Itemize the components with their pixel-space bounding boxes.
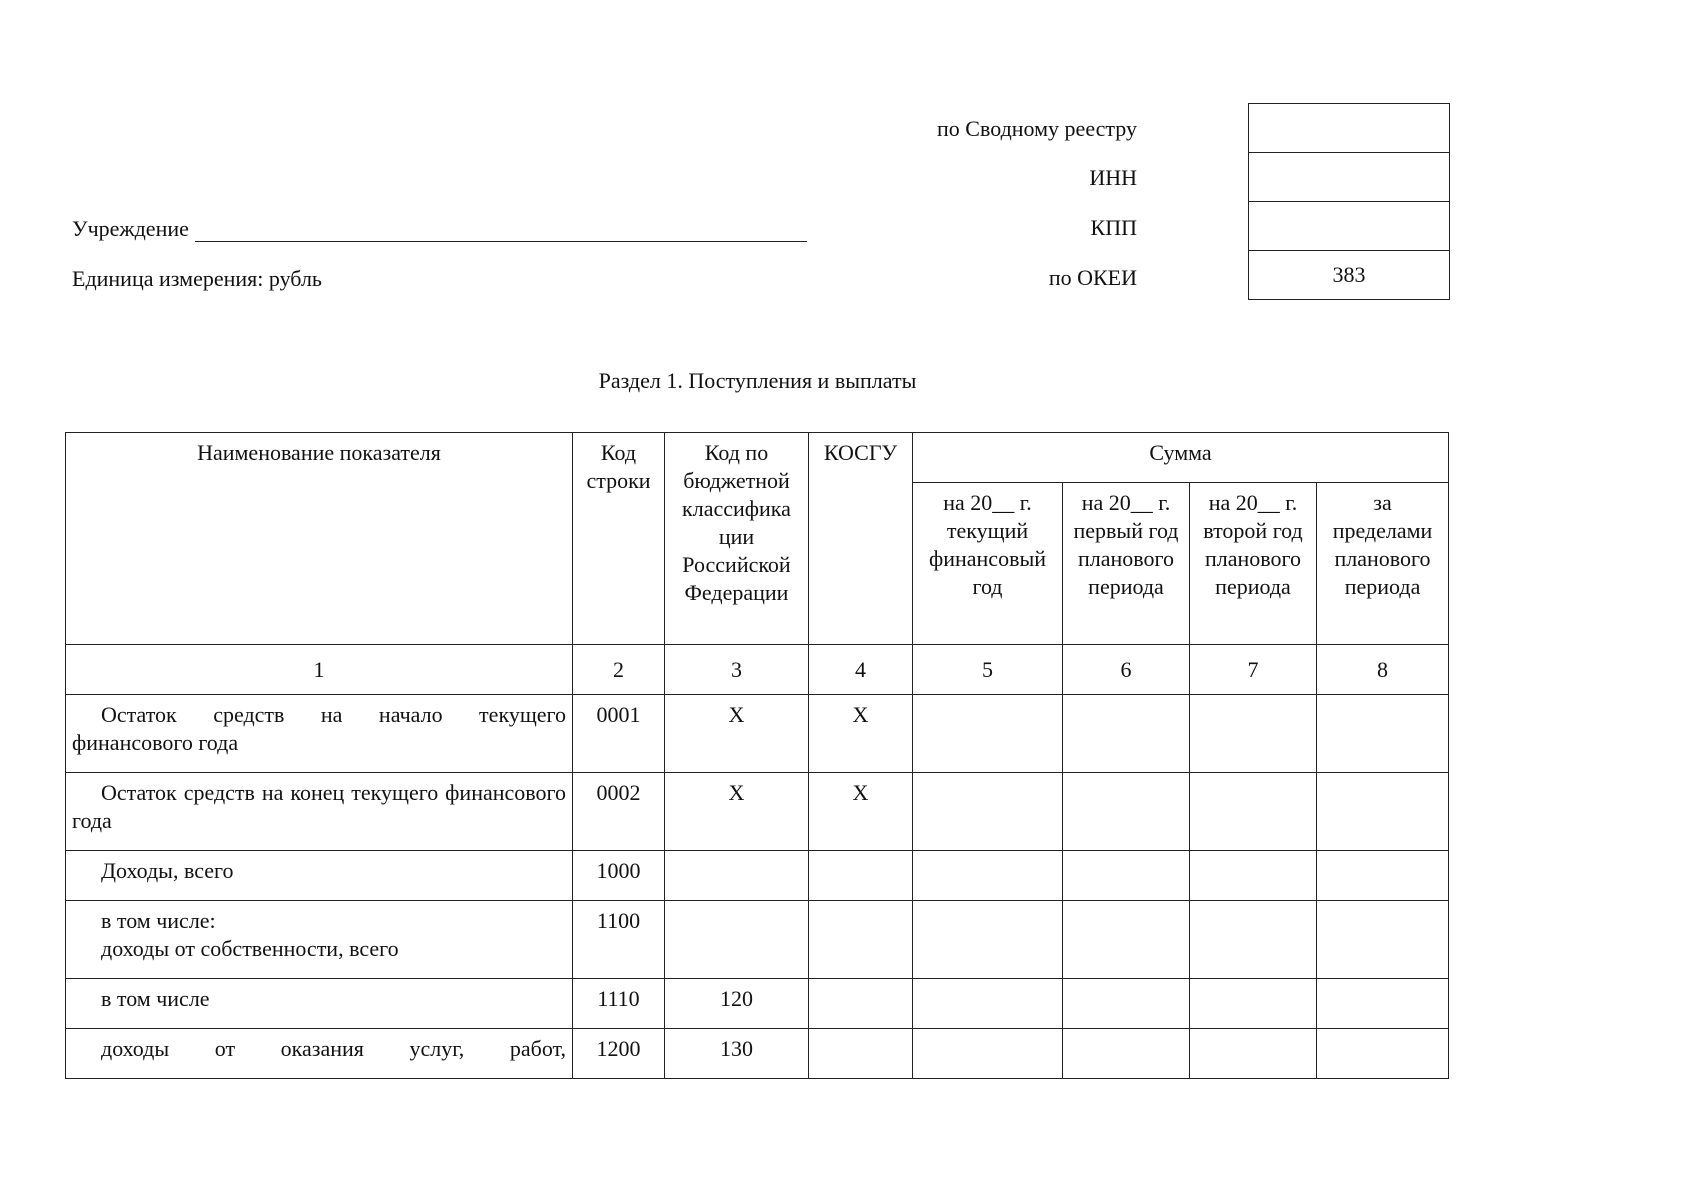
- kpp-field[interactable]: [1249, 201, 1449, 250]
- column-number: 5: [913, 645, 1063, 695]
- row-budget-code: 130: [665, 1029, 809, 1079]
- code-label-kpp: КПП: [1090, 215, 1137, 240]
- amount-cell[interactable]: [1190, 773, 1317, 851]
- row-kosgu: [809, 851, 913, 901]
- row-name: Остаток средств на начало текущего финансового года: [66, 695, 573, 773]
- code-label-okei: по ОКЕИ: [1048, 265, 1137, 290]
- receipts-payments-table: [65, 432, 1449, 1079]
- amount-cell[interactable]: [1317, 695, 1449, 773]
- amount-cell[interactable]: [913, 979, 1063, 1029]
- row-budget-code: Х: [665, 695, 809, 773]
- row-name: Остаток средств на конец текущего финансового года: [66, 773, 573, 851]
- header-sum-second-plan-year: на 20__ г. второй год планового периода: [1190, 483, 1317, 645]
- okei-field[interactable]: 383: [1249, 250, 1449, 299]
- header-budget-code: Код по бюджетной классифика ции Российской Федерации: [665, 433, 809, 645]
- row-code: 1110: [573, 979, 665, 1029]
- amount-cell[interactable]: [1190, 901, 1317, 979]
- table-row: [66, 695, 1449, 773]
- column-number: 2: [573, 645, 665, 695]
- row-code: 1000: [573, 851, 665, 901]
- row-budget-code: 120: [665, 979, 809, 1029]
- institution-row: [72, 216, 807, 242]
- amount-cell[interactable]: [1063, 979, 1190, 1029]
- code-label-registry: по Сводному реестру: [937, 116, 1137, 141]
- row-code: 0002: [573, 773, 665, 851]
- amount-cell[interactable]: [1190, 1029, 1317, 1079]
- row-name-line: доходы от собственности, всего: [101, 936, 399, 961]
- unit-label: Единица измерения: рубль: [72, 266, 322, 291]
- institution-label: Учреждение: [72, 216, 189, 241]
- row-code: 1100: [573, 901, 665, 979]
- row-kosgu: [809, 979, 913, 1029]
- row-name: [66, 901, 573, 979]
- row-code: 0001: [573, 695, 665, 773]
- amount-cell[interactable]: [1063, 695, 1190, 773]
- table-row: [66, 979, 1449, 1029]
- row-kosgu: [809, 1029, 913, 1079]
- header-line-code: Код строки: [573, 433, 665, 645]
- row-name: доходы от оказания услуг, работ,: [66, 1029, 573, 1079]
- institution-field[interactable]: [195, 219, 807, 242]
- section-title: Раздел 1. Поступления и выплаты: [598, 368, 917, 393]
- table-row: [66, 851, 1449, 901]
- codes-box: [1248, 103, 1450, 300]
- column-number: 1: [66, 645, 573, 695]
- amount-cell[interactable]: [1063, 773, 1190, 851]
- amount-cell[interactable]: [1190, 851, 1317, 901]
- amount-cell[interactable]: [913, 1029, 1063, 1079]
- table-row: [66, 773, 1449, 851]
- amount-cell[interactable]: [1317, 901, 1449, 979]
- header-sum-first-plan-year: на 20__ г. первый год планового периода: [1063, 483, 1190, 645]
- row-budget-code: [665, 851, 809, 901]
- amount-cell[interactable]: [1063, 851, 1190, 901]
- table-row: [66, 901, 1449, 979]
- row-code: 1200: [573, 1029, 665, 1079]
- row-kosgu: Х: [809, 773, 913, 851]
- column-number: 8: [1317, 645, 1449, 695]
- header-name: Наименование показателя: [66, 433, 573, 645]
- header-kosgu: КОСГУ: [809, 433, 913, 645]
- inn-field[interactable]: [1249, 152, 1449, 201]
- table-row: [66, 1029, 1449, 1079]
- row-budget-code: [665, 901, 809, 979]
- row-name: в том числе: [66, 979, 573, 1029]
- row-name: Доходы, всего: [66, 851, 573, 901]
- amount-cell[interactable]: [1063, 1029, 1190, 1079]
- registry-code-field[interactable]: [1249, 104, 1449, 152]
- amount-cell[interactable]: [913, 851, 1063, 901]
- column-number: 7: [1190, 645, 1317, 695]
- row-kosgu: Х: [809, 695, 913, 773]
- amount-cell[interactable]: [913, 695, 1063, 773]
- column-number-row: [66, 645, 1449, 695]
- header-sum: Сумма: [913, 433, 1449, 483]
- column-number: 3: [665, 645, 809, 695]
- amount-cell[interactable]: [1317, 773, 1449, 851]
- row-kosgu: [809, 901, 913, 979]
- column-number: 4: [809, 645, 913, 695]
- amount-cell[interactable]: [913, 773, 1063, 851]
- amount-cell[interactable]: [1190, 695, 1317, 773]
- header-sum-beyond-plan: за пределами планового периода: [1317, 483, 1449, 645]
- amount-cell[interactable]: [1317, 979, 1449, 1029]
- amount-cell[interactable]: [1063, 901, 1190, 979]
- row-name-line: в том числе:: [101, 908, 216, 933]
- amount-cell[interactable]: [1190, 979, 1317, 1029]
- row-budget-code: Х: [665, 773, 809, 851]
- amount-cell[interactable]: [913, 901, 1063, 979]
- amount-cell[interactable]: [1317, 851, 1449, 901]
- column-number: 6: [1063, 645, 1190, 695]
- code-label-inn: ИНН: [1089, 165, 1137, 190]
- header-sum-current-year: на 20__ г. текущий финансовый год: [913, 483, 1063, 645]
- amount-cell[interactable]: [1317, 1029, 1449, 1079]
